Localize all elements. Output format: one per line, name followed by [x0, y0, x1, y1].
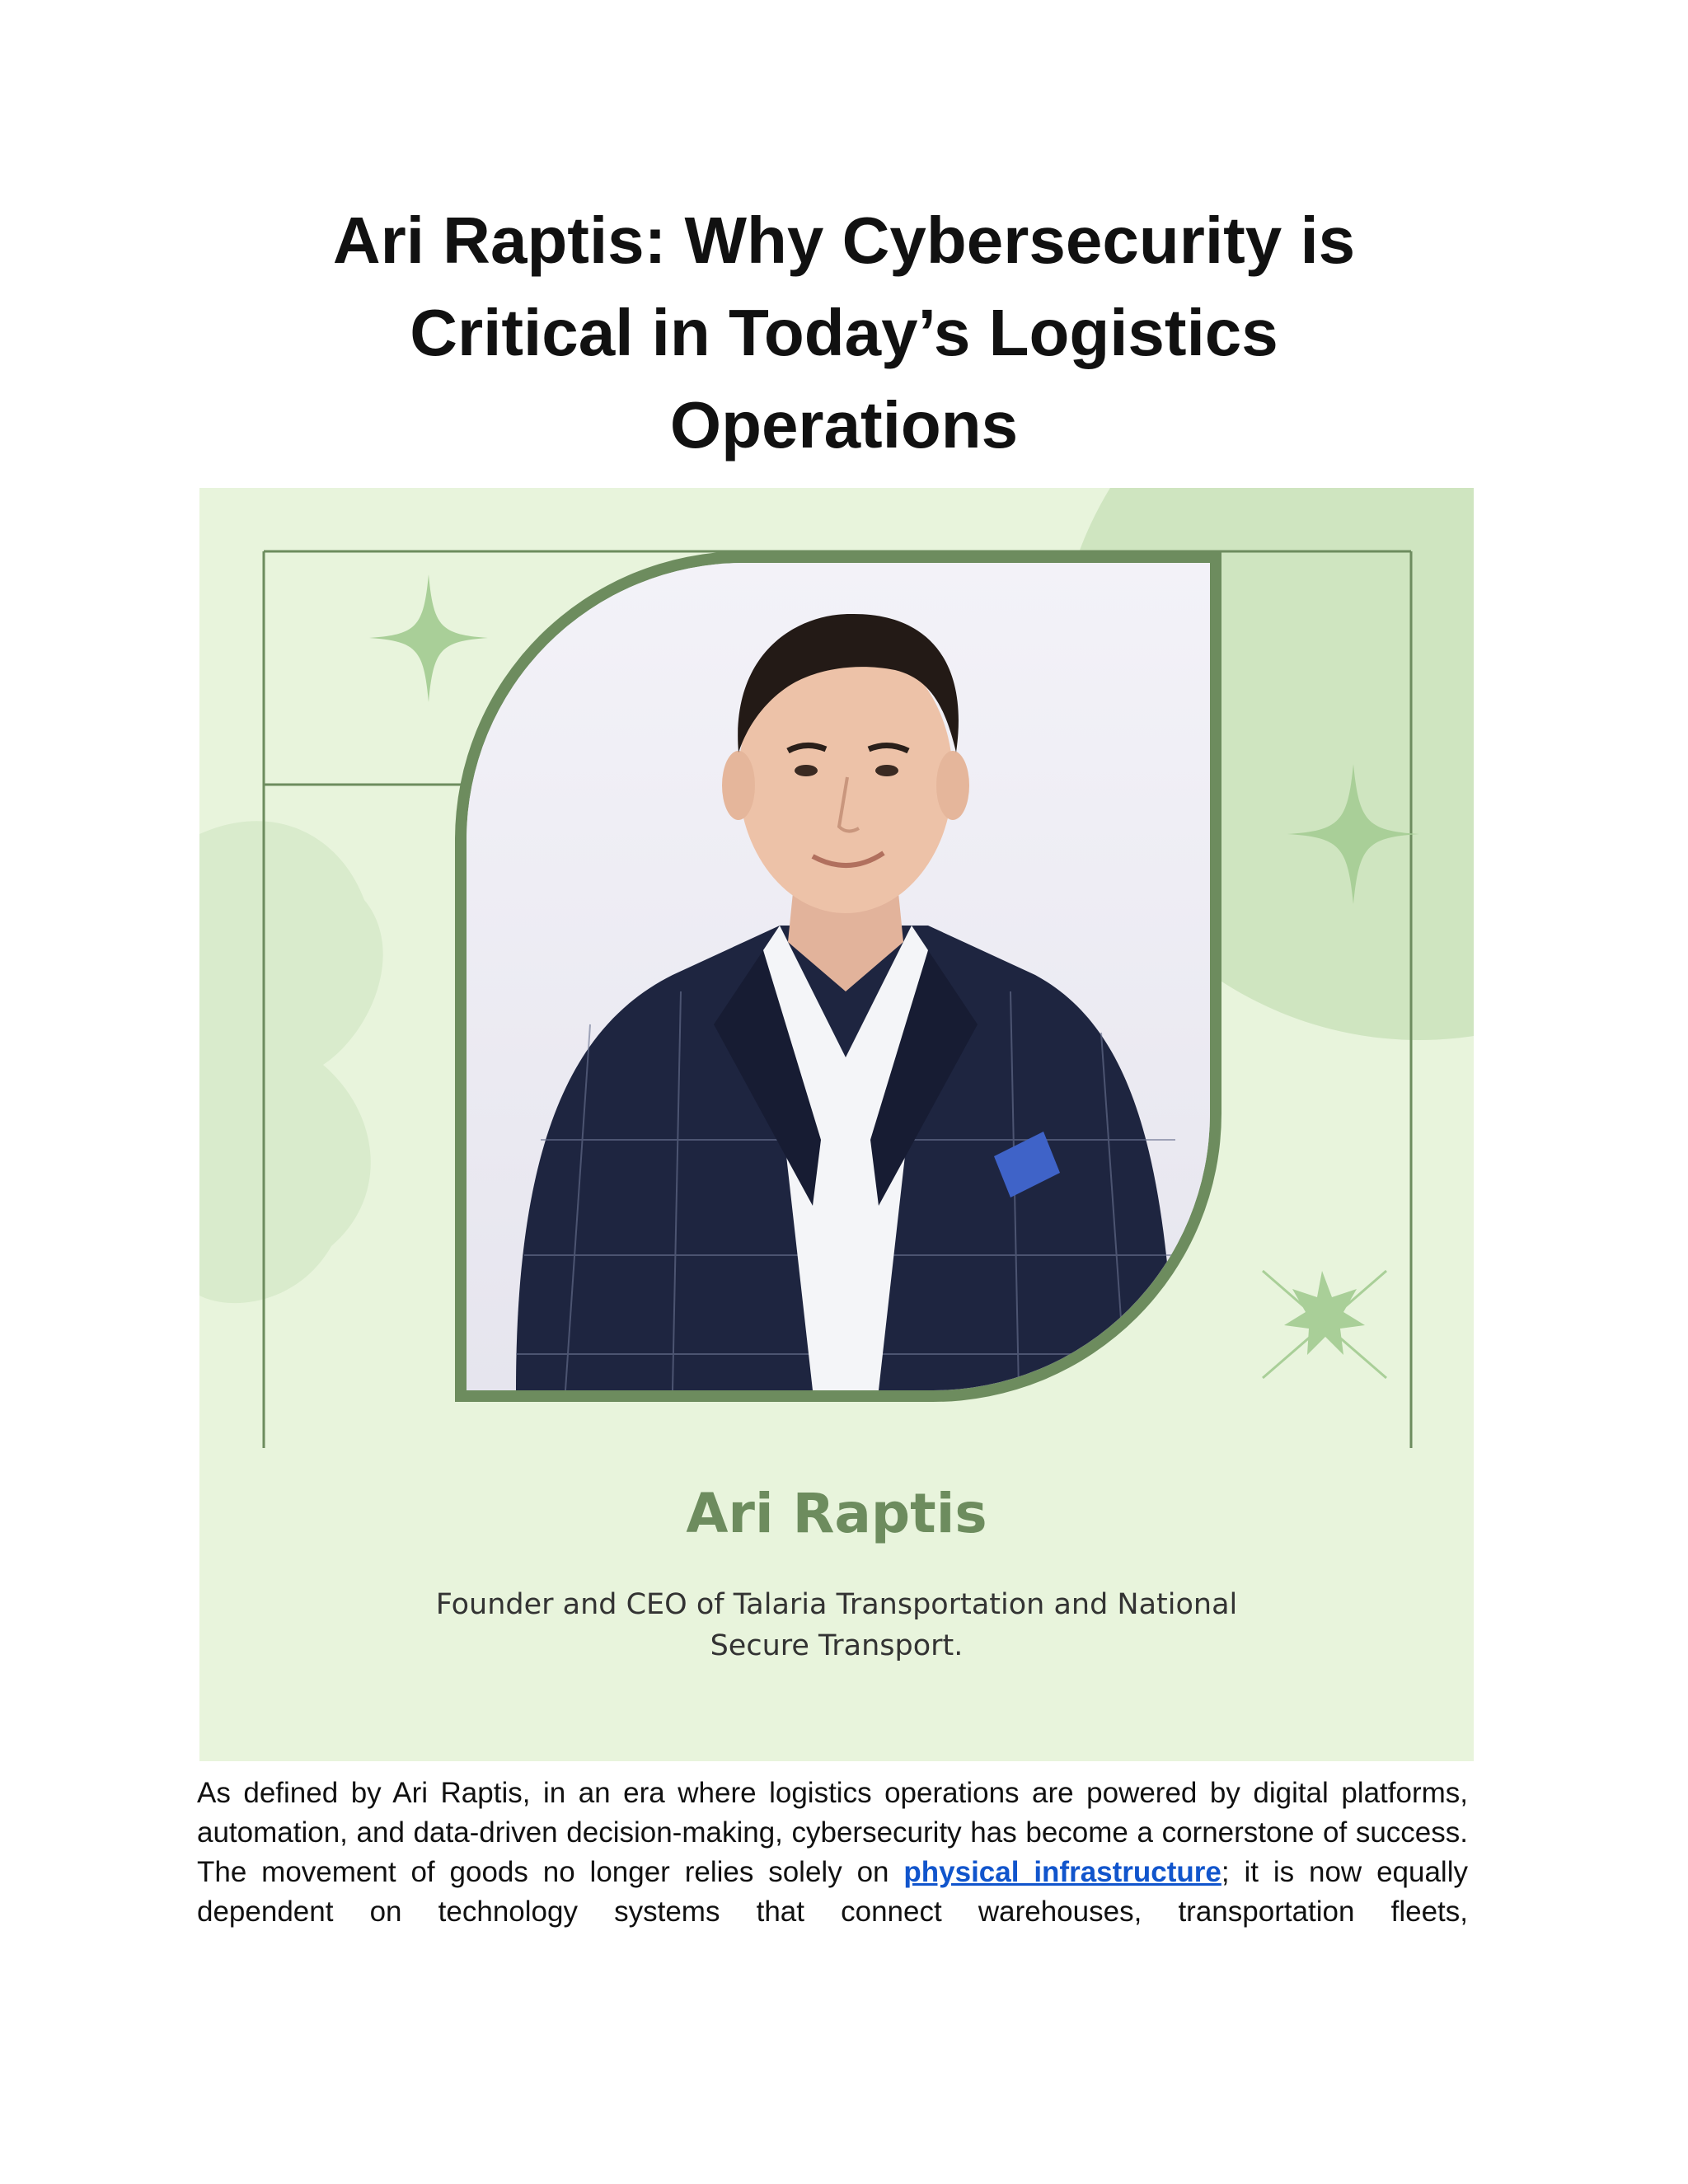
article-body-paragraph	[197, 1774, 1468, 1932]
sparkle-icon	[369, 574, 488, 702]
card-person-role	[364, 1584, 1309, 1666]
portrait-photo	[467, 563, 1210, 1390]
card-person-name: Ari Raptis	[686, 1482, 987, 1545]
article-title	[0, 194, 1688, 471]
article-title-line-1: Ari Raptis: Why Cybersecurity is	[332, 204, 1356, 277]
starburst-icon	[1263, 1271, 1386, 1378]
card-role-line-1: Founder and CEO of Talaria Transportation and National	[435, 1588, 1238, 1621]
physical-infrastructure-link[interactable]: physical infrastructure	[903, 1856, 1221, 1888]
body-text-before-link: As defined by Ari Raptis, in an era where logistics operations are powered by digital platforms, automation, and data-driven decision-making, cybersecurity has become a cornerstone of success. The movement of goods no longer relies solely on	[197, 1777, 1468, 1888]
article-title-line-2: Critical in Today’s Logistics	[410, 296, 1278, 369]
card-role-line-2: Secure Transport.	[710, 1629, 964, 1662]
feature-image-card	[199, 488, 1474, 1761]
body-text-after-link: ; it is now equally dependent on technology systems that connect warehouses, transportation fleets,	[197, 1856, 1468, 1928]
article-title-line-3: Operations	[669, 388, 1019, 462]
portrait-illustration	[467, 563, 1210, 1390]
portrait-frame	[455, 551, 1221, 1402]
decor-leaf-shape	[199, 821, 383, 1303]
